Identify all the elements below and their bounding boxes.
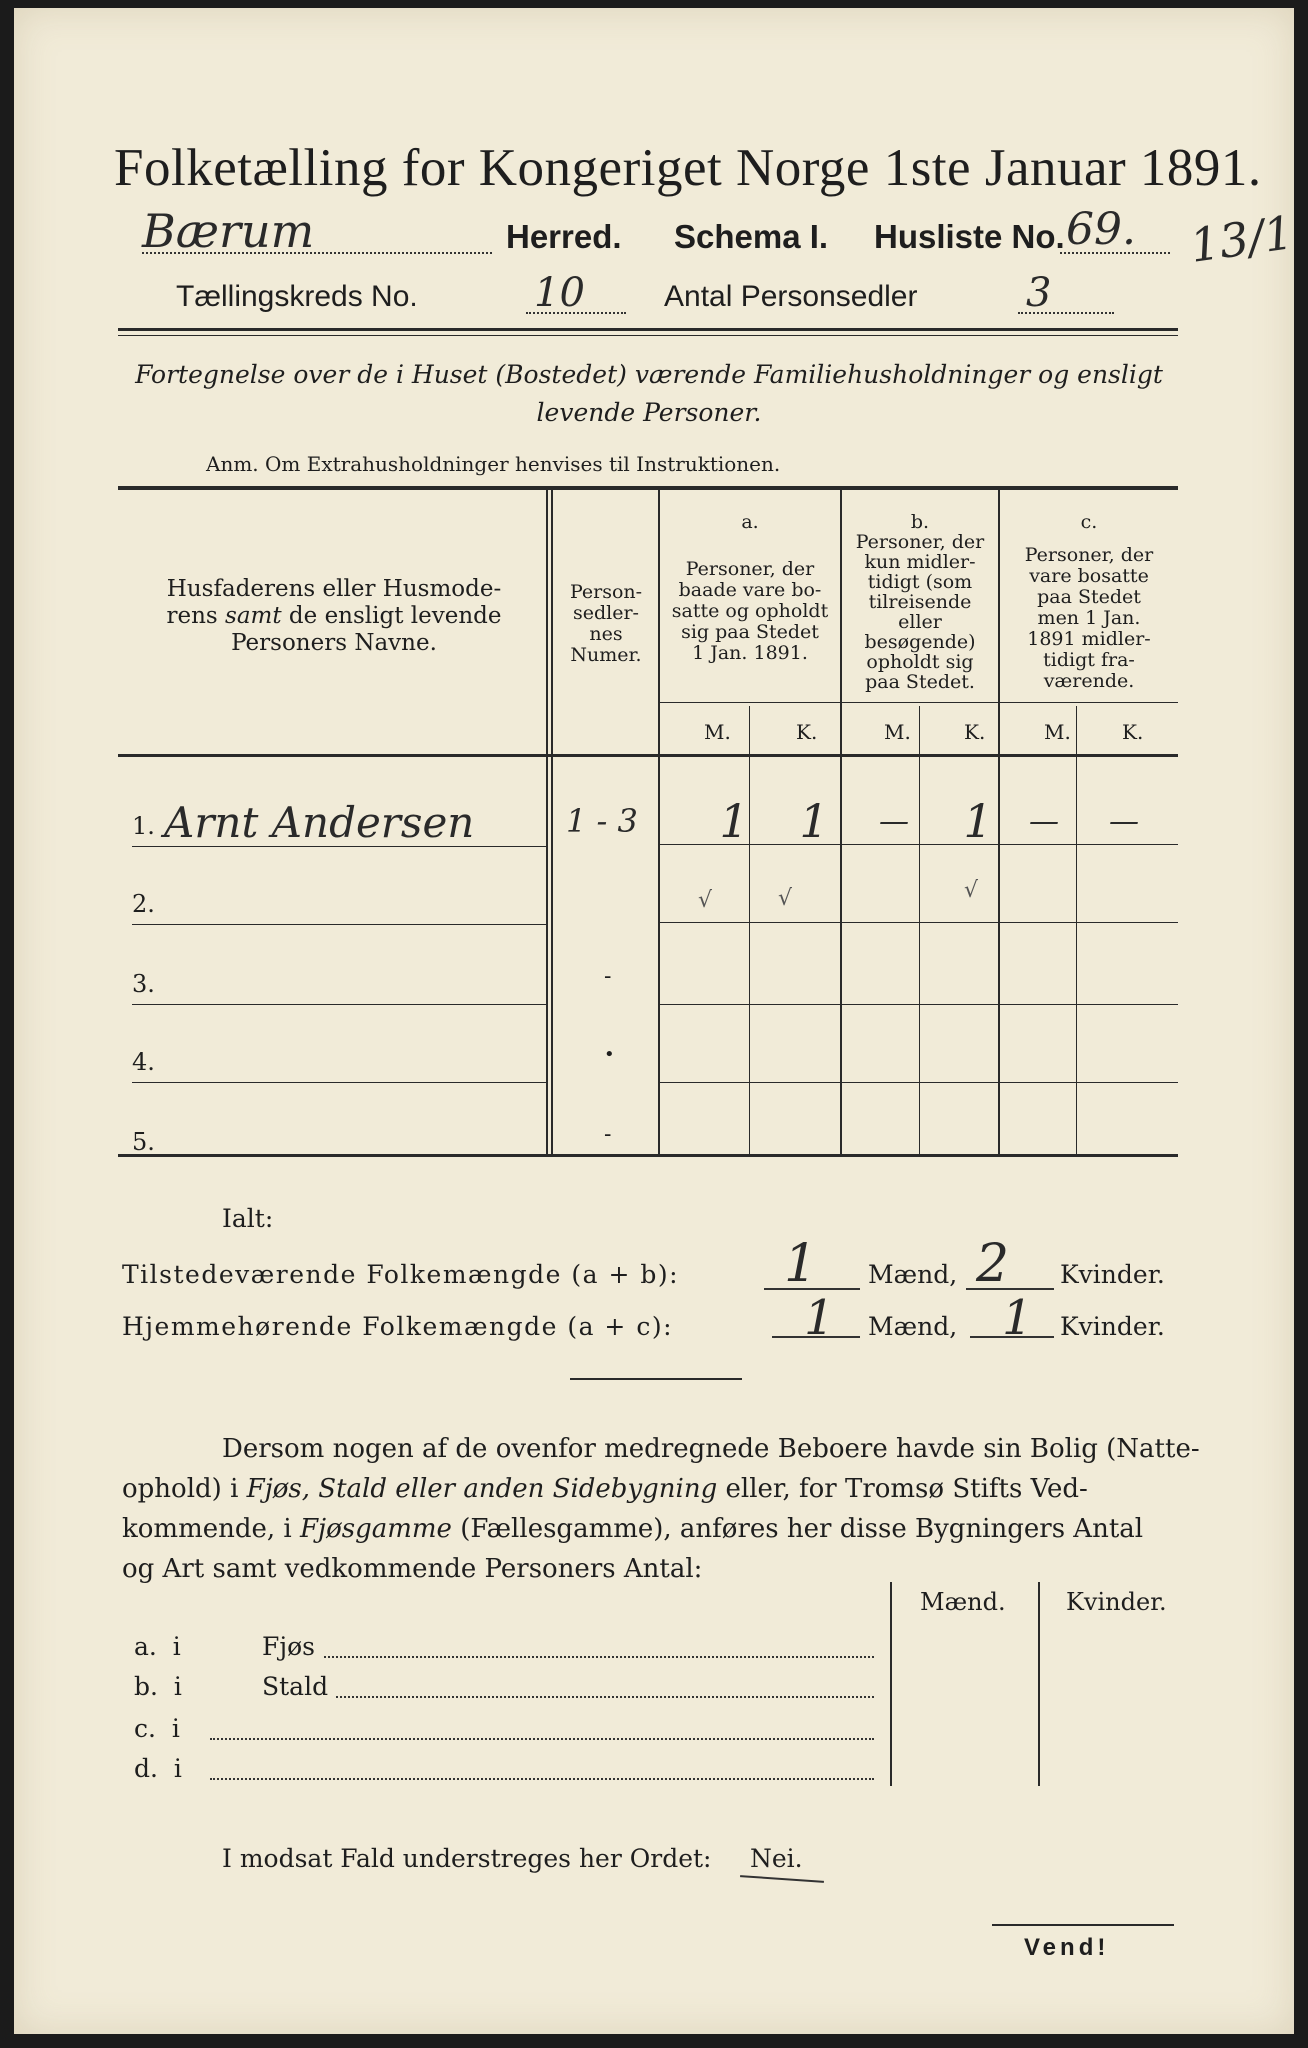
row4-person-number: • — [604, 1044, 615, 1065]
hdr-line: Personer, der — [1024, 544, 1154, 566]
col-header-names-line: Personers Navne. — [231, 630, 437, 656]
margin-note: 13/1 — [1186, 205, 1297, 273]
hdr-letter: b. — [910, 511, 930, 533]
row1-b-k: 1 — [963, 794, 993, 848]
nei-underline — [740, 1875, 824, 1883]
bolig-line1: Dersom nogen af de ovenfor medregnede Beboere havde sin Bolig (Natte- — [222, 1434, 1200, 1464]
hjemme-maend-value: 1 — [804, 1290, 835, 1346]
col-a-m-label: M. — [704, 720, 731, 744]
tilstede-kvinder-value: 2 — [976, 1234, 1010, 1294]
hjemme-kvinder-label: Kvinder. — [1060, 1312, 1165, 1341]
col-b-k-label: K. — [964, 720, 986, 744]
text-span: (Fællesgamme), anføres her disse Bygningers Antal — [451, 1514, 1144, 1544]
table-vline-mk — [1076, 706, 1077, 1156]
header-rule-top — [118, 328, 1178, 331]
herred-label: Herred. — [506, 218, 622, 255]
bolig-item-d-dots — [210, 1778, 874, 1780]
vend-text: Vend! — [1024, 1934, 1110, 1961]
row1-a-m: 1 — [719, 794, 749, 848]
vend-rule — [992, 1924, 1174, 1926]
census-form-page — [14, 8, 1297, 2034]
personsedler-dotline — [1018, 312, 1114, 314]
hdr-line: Personer, der — [685, 558, 815, 580]
item-i: i — [173, 1754, 182, 1783]
bolig-item-b — [134, 1672, 182, 1701]
row1-person-number: 1 - 3 — [566, 802, 638, 840]
hdr-line: Person- — [569, 581, 643, 603]
herred-value: Bærum — [142, 204, 315, 258]
header-rule-bottom — [118, 335, 1178, 336]
col-header-names-line — [132, 603, 536, 630]
hdr-line: 1891 midler- — [1027, 628, 1151, 650]
hdr-line: 1 Jan. 1891. — [692, 642, 808, 664]
bolig-item-b-label: Stald — [262, 1672, 329, 1701]
tilstede-maend-label: Mænd, — [868, 1260, 958, 1289]
row-line — [658, 1082, 1178, 1083]
hdr-letter: c. — [1080, 511, 1098, 533]
hdr-line: vare bosatte — [1029, 565, 1149, 587]
herred-dotline — [142, 252, 492, 254]
bolig-item-b-dots — [336, 1696, 874, 1698]
hdr-line: tilreisende — [868, 591, 972, 613]
hdr-line: sig paa Stedet — [681, 621, 819, 643]
schema-label: Schema I. — [674, 218, 829, 255]
item-i: i — [172, 1632, 181, 1661]
item-letter: c. — [134, 1714, 156, 1743]
col-header-c — [1000, 512, 1178, 692]
row1-a-k: 1 — [799, 794, 829, 848]
text-span: rens — [166, 603, 226, 629]
hdr-line: besøgende) — [864, 631, 976, 653]
row3-person-number: - — [604, 964, 612, 989]
form-title: Folketælling for Kongeriget Norge 1ste Januar 1891. — [114, 139, 1262, 197]
bolig-kvinder-header: Kvinder. — [1066, 1588, 1167, 1616]
bolig-item-a-label: Fjøs — [262, 1632, 315, 1661]
row-line — [132, 1082, 546, 1083]
row1-c-k: — — [1109, 804, 1139, 839]
hdr-line: eller — [898, 611, 942, 633]
bolig-line4: og Art samt vedkommende Personers Antal: — [122, 1554, 703, 1584]
nei-word: Nei. — [750, 1844, 803, 1873]
bolig-item-c — [134, 1714, 180, 1743]
item-letter: a. — [134, 1632, 157, 1661]
col-header-names — [132, 576, 536, 657]
row-line — [132, 1004, 546, 1005]
husliste-label: Husliste No. — [874, 218, 1065, 255]
hjemme-maend-line — [772, 1336, 860, 1338]
bolig-vline — [890, 1582, 892, 1786]
table-header-border — [118, 754, 1178, 757]
hdr-line: Numer. — [570, 644, 642, 666]
row-line — [132, 924, 546, 925]
personsedler-value: 3 — [1026, 270, 1052, 316]
item-i: i — [171, 1714, 180, 1743]
col-header-number — [554, 582, 658, 666]
bolig-item-a-dots — [324, 1656, 874, 1658]
col-c-k-label: K. — [1122, 720, 1144, 744]
table-top-border — [118, 486, 1178, 490]
row-number: 2. — [132, 890, 155, 918]
modsat-text: I modsat Fald understreges her Ordet: — [222, 1844, 712, 1873]
hjemme-kvinder-value: 1 — [1002, 1290, 1033, 1346]
bolig-item-c-dots — [210, 1738, 874, 1740]
kreds-label: Tællingskreds No. — [176, 280, 418, 313]
hdr-line: paa Stedet — [1037, 586, 1141, 608]
hdr-line: baade vare bo- — [678, 579, 822, 601]
col-a-k-label: K. — [796, 720, 818, 744]
table-vline-mk — [919, 706, 920, 1156]
bolig-vline — [1038, 1582, 1040, 1786]
table-bottom-border — [118, 1154, 1178, 1157]
anm-note: Anm. Om Extrahusholdninger henvises til Instruktionen. — [206, 452, 781, 476]
intro-line2: levende Personer. — [536, 398, 762, 427]
bolig-maend-header: Mænd. — [920, 1588, 1006, 1616]
col-header-b — [842, 512, 998, 692]
col-c-m-label: M. — [1044, 720, 1071, 744]
hdr-line: men 1 Jan. — [1037, 607, 1141, 629]
row-line — [658, 922, 1178, 923]
item-i: i — [173, 1672, 182, 1701]
row-number: 3. — [132, 970, 155, 998]
kreds-dotline — [526, 312, 626, 314]
row1-name: Arnt Andersen — [164, 798, 475, 847]
husliste-dotline — [1060, 252, 1170, 254]
row1-c-m: — — [1029, 804, 1059, 839]
kreds-value: 10 — [534, 270, 585, 316]
row1-b-m: — — [879, 804, 909, 839]
text-span: eller, for Tromsø Stifts Ved- — [717, 1474, 1088, 1504]
hdr-line: Personer, der — [855, 531, 985, 553]
bolig-item-d — [134, 1754, 182, 1783]
row-number: 5. — [132, 1128, 155, 1156]
row5-person-number: - — [604, 1122, 612, 1147]
hdr-line: kun midler- — [864, 551, 976, 573]
hdr-line: opholdt sig — [866, 651, 974, 673]
table-vline-mk — [749, 706, 750, 1156]
intro-line1: Fortegnelse over de i Huset (Bostedet) værende Familiehusholdninger og ensligt — [135, 360, 1163, 389]
tilstede-kvinder-label: Kvinder. — [1060, 1260, 1165, 1289]
hdr-line: tidigt fra- — [1043, 649, 1135, 671]
table-mk-rule — [658, 702, 1178, 703]
hjemme-kvinder-line — [970, 1336, 1054, 1338]
col-b-m-label: M. — [884, 720, 911, 744]
text-span: de ensligt levende — [281, 603, 502, 629]
text-span: kommende, i — [122, 1514, 300, 1544]
bolig-line2 — [122, 1474, 1088, 1504]
text-span: samt — [225, 603, 282, 629]
hdr-line: tidigt (som — [867, 571, 973, 593]
row2-a-k-check: √ — [778, 886, 793, 911]
row-number: 1. — [132, 812, 155, 840]
hjemme-maend-label: Mænd, — [868, 1312, 958, 1341]
hdr-line: sedler- — [573, 602, 639, 624]
row2-b-k-check: √ — [964, 878, 979, 903]
hdr-letter: a. — [741, 511, 759, 533]
bolig-line3 — [122, 1514, 1143, 1544]
row-number: 4. — [132, 1048, 155, 1076]
col-header-names-line: Husfaderens eller Husmode- — [166, 576, 502, 602]
hdr-line: satte og opholdt — [671, 600, 829, 622]
hjemme-label: Hjemmehørende Folkemængde (a + c): — [122, 1312, 673, 1341]
text-span: ophold) i — [122, 1474, 247, 1504]
tilstede-label: Tilstedeværende Folkemængde (a + b): — [122, 1260, 680, 1289]
table-vline — [546, 488, 548, 1156]
row-line — [658, 1004, 1178, 1005]
hdr-line: værende. — [1043, 670, 1135, 692]
table-vline — [551, 488, 553, 1156]
bolig-item-a — [134, 1632, 181, 1661]
husliste-value: 69. — [1066, 204, 1136, 255]
text-span: Fjøs, Stald eller anden Sidebygning — [246, 1474, 718, 1504]
section-divider — [570, 1378, 742, 1380]
item-letter: d. — [134, 1754, 158, 1783]
personsedler-label: Antal Personsedler — [664, 280, 918, 313]
tilstede-maend-value: 1 — [784, 1234, 818, 1294]
col-header-a — [660, 512, 840, 664]
hdr-line: paa Stedet. — [865, 671, 975, 693]
row2-a-m-check: √ — [698, 888, 713, 913]
hdr-line: nes — [589, 623, 623, 645]
text-span: Fjøsgamme — [300, 1514, 452, 1544]
item-letter: b. — [134, 1672, 158, 1701]
ialt-label: Ialt: — [222, 1204, 274, 1233]
